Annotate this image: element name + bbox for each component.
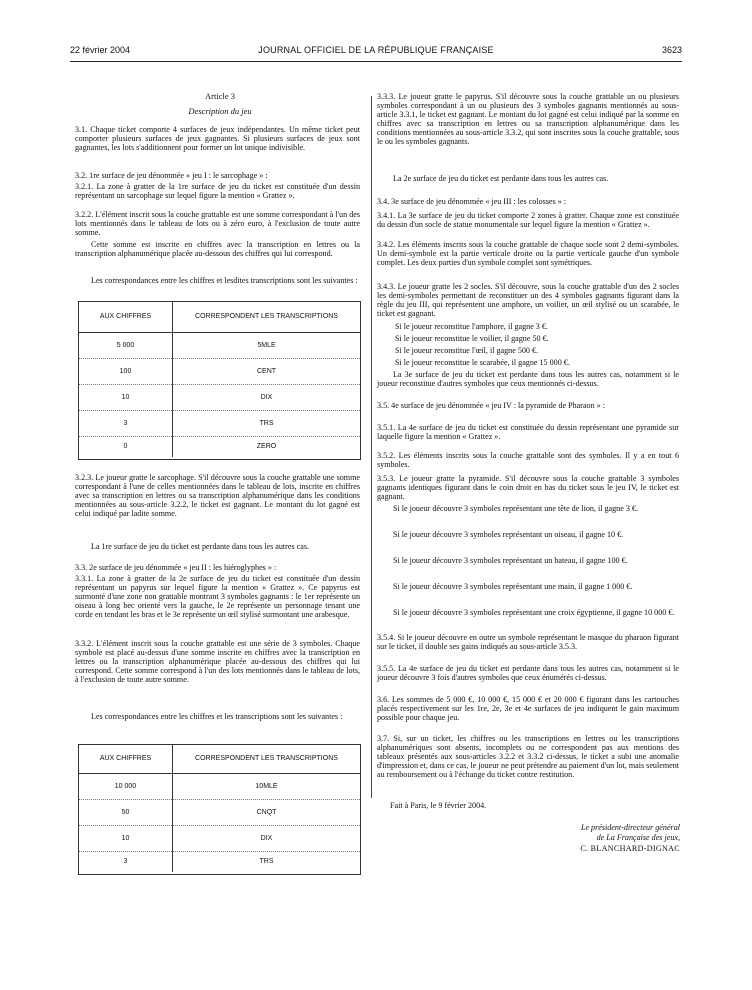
paragraph-3-3-2-b: Les correspondances entre les chiffres et les transcriptions sont les suivantes : [91, 712, 343, 721]
table-2-header-figures: AUX CHIFFRES [79, 745, 173, 773]
paragraph-3-2-2-b: Cette somme est inscrite en chiffres avec la transcription en lettres ou la transcription alphanumérique placée au-dessous des chiffres qui lui correspond. [75, 240, 360, 259]
table-row [79, 384, 360, 410]
paragraph-3-2-3: 3.2.3. Le joueur gratte le sarcophage. S'il découvre sous la couche grattable une somme correspondant à l'une de celles mentionnées dans le tableau de lots, inscrite en chiffres avec sa transcription en lettres ou sa transcription alphanumérique dans les conditions mentionnées au sous-article 3.2.2, le ticket est gagnant. Le montant du lot gagné est celui indiqué par ladite somme. [75, 473, 360, 519]
table-cell: TRS [173, 410, 361, 436]
paragraph-3-6: 3.6. Les sommes de 5 000 €, 10 000 €, 15 000 € et 20 000 € figurant dans les cartouches placés respectivement sur les 1re, 2e, 3e et 4e surfaces de jeu indiquent le gain maximum possible pour chaque jeu. [377, 695, 679, 723]
paragraph-3-4-3: 3.4.3. Le joueur gratte les 2 socles. S'il découvre, sous la couche grattable d'un des 2 socles les demi-symboles permettant de reconstituer un des 4 symboles gagnants figurant dans la règle du jeu III, qui représentent une amphore, un voilier, un œil stylisé ou un scarabée, le ticket est gagnant. [377, 282, 679, 319]
paragraph-3-2: 3.2. 1re surface de jeu dénommée « jeu I : le sarcophage » : [75, 171, 268, 180]
table-cell: 10 [79, 825, 173, 851]
table-1 [79, 302, 360, 457]
gain-amphora: Si le joueur reconstitue l'amphore, il gagne 3 €. [395, 322, 548, 331]
gain-lion: Si le joueur découvre 3 symboles représentant une tête de lion, il gagne 3 €. [393, 504, 638, 513]
table-cell: 3 [79, 410, 173, 436]
table-1-header-figures: AUX CHIFFRES [79, 302, 173, 332]
header-rule [70, 61, 682, 62]
paragraph-3-5-5: 3.5.5. La 4e surface de jeu du ticket est perdante dans tous les autres cas, notamment si le joueur découvre 3 fois d'autres symboles que ceux énumérés ci-dessus. [377, 664, 679, 683]
paragraph-3-3-3-b: La 2e surface de jeu du ticket est perdante dans tous les autres cas. [393, 174, 609, 183]
paragraph-3-5-3: 3.5.3. Le joueur gratte la pyramide. S'il découvre sous la couche grattable 3 symboles gagnants identiques figurant dans le coin droit en bas du ticket sous le jeu IV, le ticket est gagnant. [377, 474, 679, 502]
table-row [79, 825, 360, 851]
gain-eye: Si le joueur reconstitue l'œil, il gagne 500 €. [395, 346, 539, 355]
table-2 [79, 745, 360, 872]
paragraph-3-1: 3.1. Chaque ticket comporte 4 surfaces de jeux indépendantes. Un même ticket peut comporter plusieurs surfaces de jeux gagnantes. Si plusieurs surfaces de jeux sont gagnantes, les lots s'additionnent pour former un lot unique indivisible. [75, 125, 360, 153]
table-row [79, 332, 360, 358]
paragraph-3-3-3: 3.3.3. Le joueur gratte le papyrus. S'il découvre sous la couche grattable un ou plusieurs symboles correspondant à un ou plusieurs des 3 symboles gagnants mentionnés au sous-article 3.3.1, le ticket est gagnant. Le montant du lot gagné est celui indiqué par la somme en chiffres avec sa transcription en lettres ou sa transcription alphanumérique dans les conditions mentionnées au sous-article 3.3.2, qui sont inscrites sous la couche grattable, sous le ou les symboles gagnants. [377, 92, 679, 147]
table-row [79, 799, 360, 825]
paragraph-3-2-2-c: Les correspondances entre les chiffres et lesdites transcriptions sont les suivantes : [91, 276, 358, 285]
table-row [79, 436, 360, 457]
gain-bird: Si le joueur découvre 3 symboles représentant un oiseau, il gagne 10 €. [393, 530, 624, 539]
table-cell: CNQT [173, 799, 361, 825]
column-separator [371, 96, 372, 798]
paragraph-3-4-3-b: La 3e surface de jeu du ticket est perdante dans tous les autres cas, notamment si le joueur reconstitue d'autres symboles que ceux mentionnés ci-dessus. [377, 370, 679, 389]
journal-title: JOURNAL OFFICIEL DE LA RÉPUBLIQUE FRANÇAISE [258, 45, 494, 55]
paragraph-3-2-2: 3.2.2. L'élément inscrit sous la couche grattable est une somme correspondant à l'un des lots mentionnés dans le tableau de lots ou à zéro euro, à l'exclusion de toute autre somme. [75, 210, 360, 238]
table-cell: 3 [79, 851, 173, 872]
table-row [79, 358, 360, 384]
paragraph-3-5: 3.5. 4e surface de jeu dénommée « jeu IV : la pyramide de Pharaon » : [377, 401, 605, 410]
signature-title: Le président-directeur général [580, 823, 680, 832]
header-date: 22 février 2004 [70, 45, 131, 55]
table-cell: TRS [259, 858, 274, 866]
done-at: Fait à Paris, le 9 février 2004. [390, 801, 487, 810]
gain-boat: Si le joueur découvre 3 symboles représentant un bateau, il gagne 100 €. [393, 556, 628, 565]
table-2-header-transcriptions: CORRESPONDENT LES TRANSCRIPTIONS [173, 745, 361, 773]
table-cell: DIX [173, 384, 361, 410]
table-cell: 10 000 [79, 773, 173, 799]
paragraph-3-3-1: 3.3.1. La zone à gratter de la 2e surface de jeu du ticket est constituée d'un dessin représentant un papyrus sur lequel figure la mention « Grattez ». Ce papyrus est surmonté d'une zone non grattable montrant 3 symboles gagnants : le 1er représente un oiseau à long bec orienté vers la gauche, le 2e représente un personnage tenant une corde en tendant les bras et le 3e représente un œil stylisé surmontant une arabesque. [75, 574, 360, 620]
paragraph-3-7: 3.7. Si, sur un ticket, les chiffres ou les transcriptions en lettres ou les transcriptions alphanumériques sont absents, incomplets ou ne correspondent pas aux mentions des tableaux présentés aux sous-articles 3.2.2 et 3.3.2 ci-dessus, le ticket a subi une anomalie d'impression et, dans ce cas, le joueur ne peut prétendre au paiement d'un lot, mais seulement au remboursement ou à l'échange du ticket contre restitution. [377, 734, 679, 780]
table-cell: 10 [79, 384, 173, 410]
table-1-header-transcriptions: CORRESPONDENT LES TRANSCRIPTIONS [173, 302, 361, 332]
gain-scarab: Si le joueur reconstitue le scarabée, il gagne 15 000 €. [395, 358, 570, 367]
table-cell: 100 [79, 358, 173, 384]
paragraph-3-2-3-b: La 1re surface de jeu du ticket est perdante dans tous les autres cas. [91, 542, 309, 551]
paragraph-3-2-1: 3.2.1. La zone à gratter de la 1re surface de jeu du ticket est constituée d'un dessin représentant un sarcophage sur lequel figure la mention « Grattez ». [75, 182, 360, 201]
gain-hand: Si le joueur découvre 3 symboles représentant une main, il gagne 1 000 €. [393, 582, 633, 591]
table-cell: 50 [79, 799, 173, 825]
table-row [79, 410, 360, 436]
table-cell: 5 000 [79, 332, 173, 358]
table-row [79, 851, 360, 872]
page-header [70, 45, 682, 59]
page-number: 3623 [661, 45, 682, 55]
gain-sailboat: Si le joueur reconstitue le voilier, il gagne 50 €. [395, 334, 549, 343]
article-subtitle: Description du jeu [188, 106, 252, 116]
table-cell: 10MLE [173, 773, 361, 799]
table-cell: CENT [173, 358, 361, 384]
table-cell: 5MLE [173, 332, 361, 358]
paragraph-3-5-2: 3.5.2. Les éléments inscrits sous la couche grattable sont des symboles. Il y a en tout 6 symboles. [377, 451, 679, 470]
table-cell: ZERO [256, 443, 277, 451]
gain-cross: Si le joueur découvre 3 symboles représentant une croix égyptienne, il gagne 10 000 €. [393, 608, 675, 617]
paragraph-3-4-2: 3.4.2. Les éléments inscrits sous la couche grattable de chaque socle sont 2 demi-symboles. Un demi-symbole est la partie verticale droite ou la partie verticale gauche d'un symbole complet. Les deux parties d'un symbole complet sont symétriques. [377, 240, 679, 268]
paragraph-3-3: 3.3. 2e surface de jeu dénommée « jeu II : les hiéroglyphes » : [75, 563, 277, 572]
table-cell: DIX [173, 825, 361, 851]
signature-org: de La Française des jeux, [596, 833, 680, 842]
signature-name: C. BLANCHARD-DIGNAC [580, 844, 680, 853]
paragraph-3-5-1: 3.5.1. La 4e surface de jeu du ticket est constituée du dessin représentant une pyramide sur laquelle figure la mention « Grattez ». [377, 423, 679, 442]
paragraph-3-3-2: 3.3.2. L'élément inscrit sous la couche grattable est une série de 3 symboles. Chaque symbole est placé au-dessus d'une somme inscrite en chiffres avec la transcription en lettres ou la transcription alphanumérique placée au-dessous des chiffres qui lui correspond. Cette somme correspond à l'un des lots mentionnés dans le tableau de lots, à l'exclusion de toute autre somme. [75, 639, 360, 685]
table-row [79, 773, 360, 799]
article-heading: Article 3 [205, 91, 235, 101]
paragraph-3-4: 3.4. 3e surface de jeu dénommée « jeu III : les colosses » : [377, 197, 567, 206]
table-cell: 0 [79, 436, 173, 457]
paragraph-3-4-1: 3.4.1. La 3e surface de jeu du ticket comporte 2 zones à gratter. Chaque zone est constituée du dessin d'un socle de statue monumentale sur lequel figure la mention « Grattez ». [377, 211, 679, 230]
paragraph-3-5-4: 3.5.4. Si le joueur découvre en outre un symbole représentant le masque du pharaon figurant sur le ticket, il double ses gains indiqués au sous-article 3.5.3. [377, 633, 679, 652]
